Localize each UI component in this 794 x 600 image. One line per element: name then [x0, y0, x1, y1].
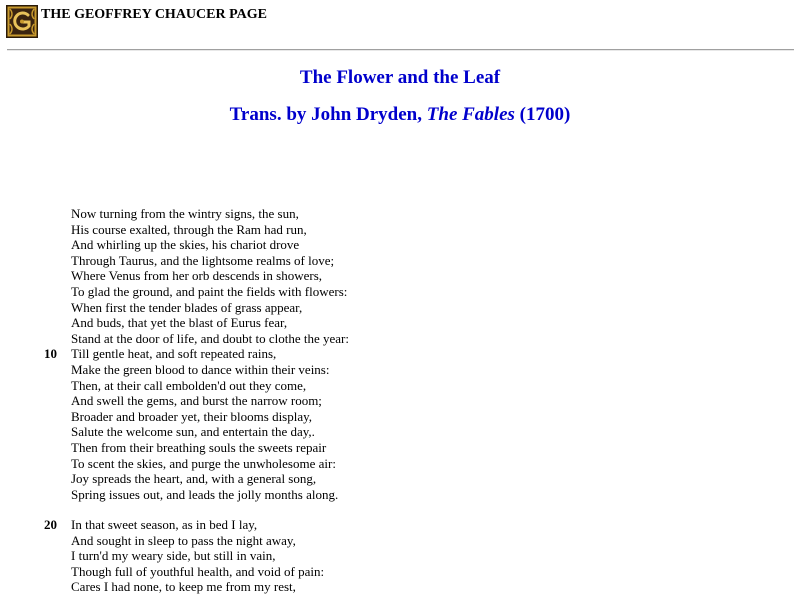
poem-stanza — [0, 206, 400, 502]
line-text: Where Venus from her orb descends in showers, — [71, 268, 323, 284]
line-text: To scent the skies, and purge the unwholesome air: — [71, 455, 336, 471]
line-text: When first the tender blades of grass appear, — [71, 299, 303, 315]
subtitle-prefix: Trans. by John Dryden, — [229, 104, 427, 125]
poem-line — [0, 424, 400, 440]
line-text: To glad the ground, and paint the fields with flowers: — [71, 283, 348, 299]
line-text: Spring issues out, and leads the jolly months along. — [71, 486, 339, 502]
line-text: Till gentle heat, and soft repeated rains, — [71, 346, 277, 362]
poem-stanza — [0, 517, 400, 595]
line-text: Then, at their call embolden'd out they come, — [71, 377, 307, 393]
line-text: Through Taurus, and the lightsome realms of love; — [71, 252, 335, 268]
poem-line — [0, 362, 400, 378]
line-text: Joy spreads the heart, and, with a general song, — [71, 471, 317, 487]
poem-line — [0, 315, 400, 331]
line-text: Broader and broader yet, their blooms display, — [71, 408, 313, 424]
line-text: In that sweet season, as in bed I lay, — [71, 517, 258, 532]
horizontal-rule — [7, 49, 794, 51]
subtitle-work: The Fables — [426, 104, 515, 125]
line-text: His course exalted, through the Ram had run, — [71, 221, 307, 237]
poem-line — [0, 579, 400, 595]
line-text: Then from their breathing souls the sweets repair — [71, 439, 327, 455]
poem-line — [0, 300, 400, 316]
page-title: The Flower and the Leaf — [299, 67, 501, 88]
line-text: Cares I had none, to keep me from my rest, — [71, 579, 296, 595]
poem-line — [0, 346, 400, 362]
poem-line — [0, 393, 400, 409]
line-text: Make the green blood to dance within their veins: — [71, 361, 330, 377]
line-text: Now turning from the wintry signs, the sun, — [71, 206, 299, 221]
line-text: Though full of youthful health, and void of pain: — [71, 563, 325, 579]
poem-line — [0, 237, 400, 253]
line-number: 20 — [44, 517, 57, 532]
line-text: And swell the gems, and burst the narrow room; — [71, 393, 322, 409]
line-text: Salute the welcome sun, and entertain the day,. — [71, 424, 315, 440]
page-subtitle — [0, 104, 794, 126]
poem-line — [0, 206, 400, 222]
subtitle-year: (1700) — [514, 104, 571, 125]
poem-line — [0, 471, 400, 487]
line-text: And whirling up the skies, his chariot drove — [71, 237, 300, 253]
illuminated-letter-g-icon[interactable] — [6, 5, 38, 38]
poem-line — [0, 331, 400, 347]
line-text: Stand at the door of life, and doubt to clothe the year: — [71, 330, 349, 346]
poem-line — [0, 284, 400, 300]
line-text: And buds, that yet the blast of Eurus fear, — [71, 315, 288, 331]
poem-line — [0, 564, 400, 580]
line-text: I turn'd my weary side, but still in vain, — [71, 548, 276, 564]
poem-line — [0, 533, 400, 549]
poem-line — [0, 268, 400, 284]
poem-line — [0, 487, 400, 503]
site-header — [6, 5, 267, 39]
poem-line — [0, 222, 400, 238]
poem-line — [0, 253, 400, 269]
poem-line — [0, 378, 400, 394]
poem-line — [0, 517, 400, 533]
poem-line — [0, 440, 400, 456]
line-number: 10 — [44, 346, 57, 362]
poem-line — [0, 456, 400, 472]
line-text: And sought in sleep to pass the night away, — [71, 532, 296, 548]
site-title: THE GEOFFREY CHAUCER PAGE — [41, 7, 267, 22]
poem-line — [0, 548, 400, 564]
poem-line — [0, 409, 400, 425]
